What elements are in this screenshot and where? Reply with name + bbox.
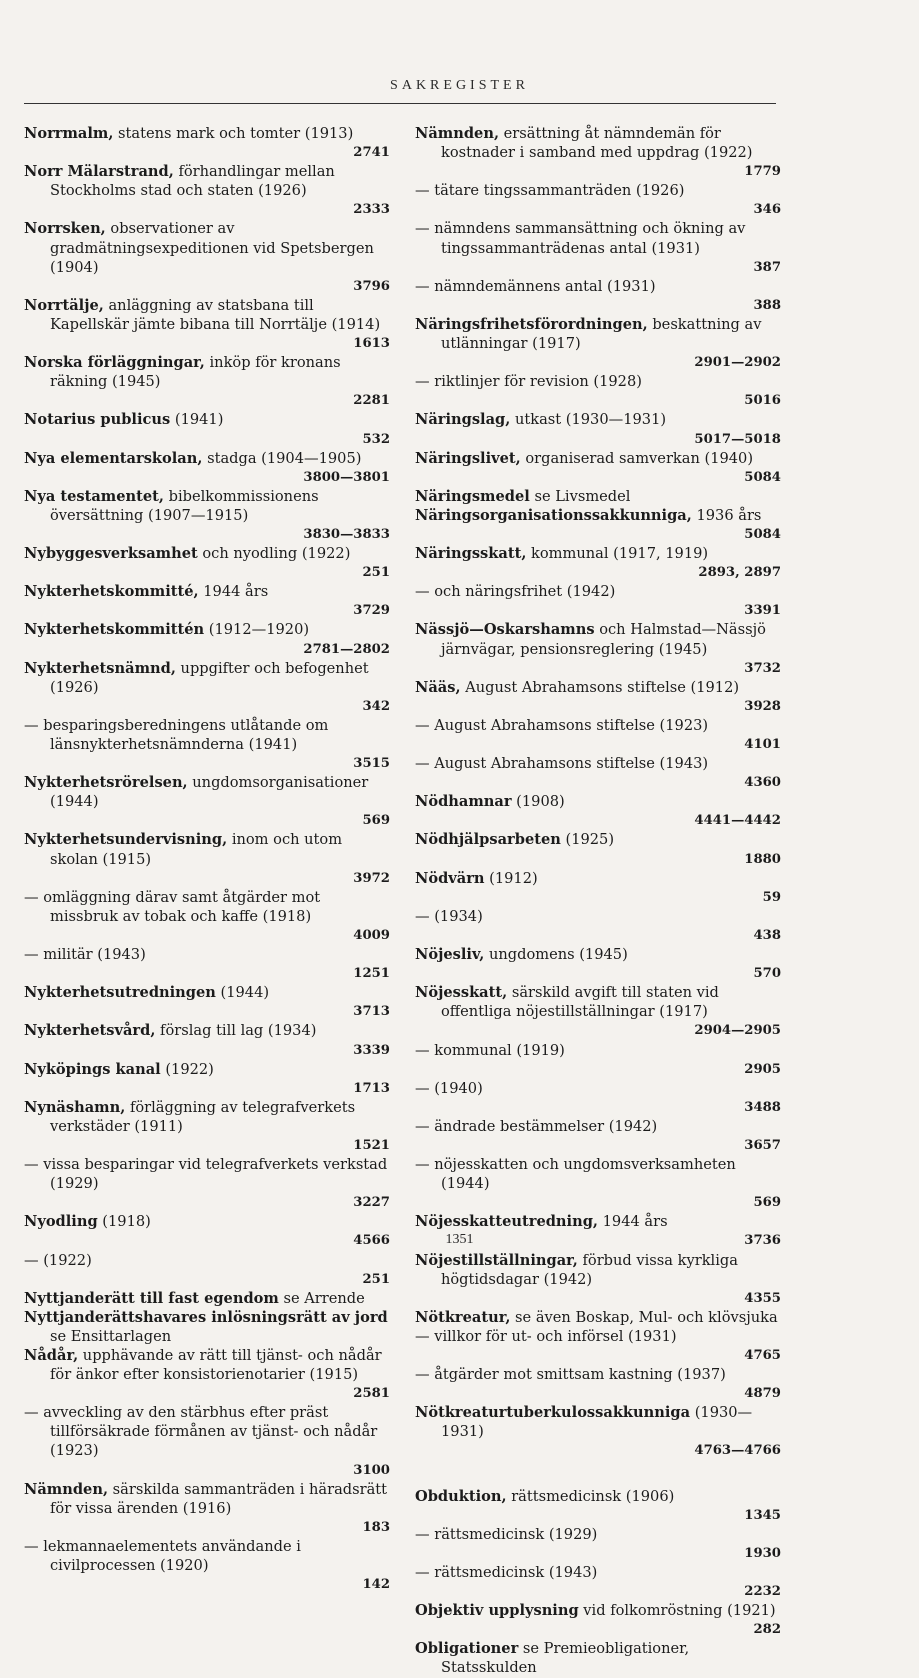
entry-term: Norr Mälarstrand,: [24, 163, 174, 181]
entry-reference-number: 4765: [744, 1348, 781, 1363]
index-entry: [24, 1251, 390, 1289]
entry-text: upphävande av rätt till tjänst- och nådår för änkor efter konsistorienotarier (1915): [50, 1347, 382, 1384]
entry-text: vid folkomröstning (1921): [578, 1602, 776, 1620]
entry-reference-number: 3339: [353, 1042, 390, 1058]
index-entry: [415, 1487, 781, 1525]
entry-reference-number: 4566: [353, 1233, 390, 1249]
entry-term: Nämnden,: [24, 1480, 109, 1498]
entry-term: Nöjestillställningar,: [415, 1251, 578, 1269]
entry-term: Obligationer: [415, 1640, 519, 1658]
index-entry: [24, 487, 390, 544]
entry-text: (1922): [160, 1060, 214, 1078]
entry-term: Obduktion,: [415, 1487, 507, 1505]
entry-reference-number: 2904—2905: [694, 1023, 781, 1039]
entry-text: — villkor för ut- och införsel (1931): [415, 1327, 677, 1345]
entry-text: se Arrende: [278, 1289, 365, 1307]
entry-reference-number: 2893, 2897: [698, 565, 781, 581]
index-entry: [24, 620, 390, 658]
entry-term: Nådår,: [24, 1347, 79, 1364]
entry-text: — avveckling av den stärbhus efter präst tillförsäkrade förmånen av tjänst- och nådår (1923): [24, 1404, 378, 1460]
entry-reference-number: 183: [362, 1519, 390, 1535]
index-entry: [24, 582, 390, 620]
entry-reference-number: 2581: [353, 1386, 390, 1402]
entry-term: Notarius publicus: [24, 411, 171, 429]
entry-text: särskild avgift till staten vid offentliga nöjestillställningar (1917): [441, 984, 719, 1021]
entry-reference-number: 3800—3801: [303, 469, 390, 485]
entry-term: Norska förläggningar,: [24, 354, 205, 372]
entry-text: inom och utom skolan (1915): [50, 831, 343, 868]
entry-text: — lekmannaelementets användande i civilprocessen (1920): [24, 1537, 301, 1575]
running-header: SAKREGISTER: [390, 78, 529, 93]
entry-reference-number: 1613: [353, 336, 390, 352]
entry-term: Objektiv upplysning: [415, 1602, 579, 1620]
entry-text: — militär (1943): [24, 946, 146, 964]
index-entry: [415, 277, 781, 315]
entry-reference-number: 5016: [744, 393, 781, 409]
index-entry: [415, 1639, 781, 1677]
entry-reference-number: 3713: [353, 1004, 390, 1020]
entry-term: Nyodling: [24, 1213, 98, 1231]
entry-text: — besparingsberedningens utlåtande om länsnykterhetsnämnderna (1941): [24, 716, 329, 753]
entry-text: ersättning åt nämndemän för kostnader i samband med uppdrag (1922): [441, 125, 753, 162]
entry-term: Nässjö—Oskarshamns: [415, 621, 595, 639]
index-entry: [24, 773, 390, 830]
index-entry: [24, 1155, 390, 1212]
entry-text: ungdomens (1945): [484, 946, 628, 964]
entry-term: Norrsken,: [24, 220, 106, 238]
entry-text: — ändrade bestämmelser (1942): [415, 1117, 658, 1135]
entry-text: — tätare tingssammanträden (1926): [415, 182, 685, 200]
entry-text: (1912): [484, 869, 538, 887]
entry-reference-number: 2281: [353, 393, 390, 409]
entry-term: Nya testamentet,: [24, 487, 164, 505]
entry-text: förbud vissa kyrkliga högtidsdagar (1942): [441, 1251, 738, 1288]
entry-reference-number: 3515: [353, 756, 390, 772]
index-entry: [415, 678, 781, 716]
entry-term: Näringslag,: [415, 411, 511, 429]
entry-reference-number: 3391: [744, 603, 781, 619]
entry-text: uppgifter och befogenhet (1926): [50, 659, 369, 696]
entry-reference-number: 4355: [744, 1290, 781, 1306]
entry-term: Nödhamnar: [415, 793, 512, 811]
entry-text: — (1934): [415, 907, 483, 925]
index-entry: [415, 1601, 781, 1639]
index-entry: [415, 907, 781, 945]
index-entry: [24, 1308, 390, 1346]
entry-text: se Livsmedel: [529, 487, 631, 505]
index-entry: [415, 372, 781, 410]
index-entry: [415, 1155, 781, 1212]
entry-text: (1930—1931): [441, 1404, 753, 1441]
index-entry: [415, 1563, 781, 1601]
index-entry: [415, 506, 781, 544]
entry-reference-number: 142: [362, 1577, 390, 1593]
index-entry: [24, 659, 390, 716]
entry-text: — (1940): [415, 1079, 483, 1097]
index-entry: [24, 1289, 390, 1308]
entry-term: Nyttjanderättshavares inlösningsrätt av jord: [24, 1308, 388, 1326]
entry-reference-number: 532: [362, 431, 390, 447]
entry-text: anläggning av statsbana till Kapellskär jämte bibana till Norrtälje (1914): [50, 296, 381, 333]
entry-text: — nämndemännens antal (1931): [415, 277, 656, 295]
index-entry: [415, 487, 781, 506]
entry-text: — August Abrahamsons stiftelse (1943): [415, 755, 709, 773]
index-entry: [415, 1117, 781, 1155]
entry-reference-number: 2741: [353, 145, 390, 161]
entry-text: — (1922): [24, 1251, 92, 1269]
entry-text: ungdomsorganisationer (1944): [50, 774, 369, 811]
index-entry: [415, 983, 781, 1040]
index-entry: [24, 219, 390, 295]
entry-text: bibelkommissionens översättning (1907—1915): [50, 487, 319, 524]
entry-reference-number: 388: [753, 297, 781, 313]
entry-text: statens mark och tomter (1913): [113, 125, 354, 142]
entry-reference-number: 3736: [744, 1233, 781, 1249]
entry-reference-number: 1779: [744, 164, 781, 180]
entry-text: — åtgärder mot smittsam kastning (1937): [415, 1366, 726, 1384]
entry-text: stadga (1904—1905): [202, 449, 362, 467]
entry-text: utkast (1930—1931): [510, 411, 667, 429]
index-entry: [24, 1403, 390, 1479]
entry-term: Nya elementarskolan,: [24, 449, 203, 467]
index-entry: [415, 945, 781, 983]
entry-text: — omläggning därav samt åtgärder mot missbruk av tobak och kaffe (1918): [24, 888, 321, 925]
entry-reference-number: 1345: [744, 1507, 781, 1523]
entry-reference-number: 4360: [744, 775, 781, 791]
index-entry: [24, 1021, 390, 1059]
index-entry: [415, 1079, 781, 1117]
entry-text: 1944 års: [198, 583, 269, 601]
index-entry: [415, 716, 781, 754]
entry-term: Nykterhetsrörelsen,: [24, 774, 188, 792]
entry-text: — och näringsfrihet (1942): [415, 583, 616, 601]
entry-text: (1912—1920): [204, 621, 310, 639]
index-entry: [415, 544, 781, 582]
index-entry: [24, 544, 390, 582]
index-entry: [24, 945, 390, 983]
entry-term: Norrmalm,: [24, 125, 114, 142]
entry-term: Nykterhetsutredningen: [24, 984, 216, 1002]
entry-reference-number: 438: [753, 927, 781, 943]
entry-term: Nötkreatur,: [415, 1308, 511, 1326]
entry-reference-number: 5017—5018: [694, 431, 781, 447]
entry-text: — rättsmedicinsk (1929): [415, 1525, 598, 1543]
entry-term: Nybyggesverksamhet: [24, 545, 198, 563]
entry-term: Nääs,: [415, 678, 461, 696]
entry-text: (1941): [170, 411, 224, 429]
index-entry: [415, 582, 781, 620]
entry-text: — vissa besparingar vid telegrafverkets verkstad (1929): [24, 1156, 388, 1193]
entry-reference-number: 342: [362, 698, 390, 714]
entry-reference-number: 569: [753, 1195, 781, 1211]
entry-reference-number: 3928: [744, 698, 781, 714]
entry-reference-number: 251: [362, 1271, 390, 1287]
index-entry: [24, 830, 390, 887]
index-entry: [415, 1403, 781, 1460]
entry-text: — kommunal (1919): [415, 1041, 565, 1059]
entry-term: Nötkreaturtuberkulossakkunniga: [415, 1404, 691, 1422]
index-entry: [24, 1480, 390, 1537]
entry-text: — nöjesskatten och ungdomsverksamheten (1944): [415, 1156, 736, 1193]
index-entry: [24, 353, 390, 410]
entry-reference-number: 569: [362, 813, 390, 829]
entry-reference-number: 4101: [744, 737, 781, 752]
entry-reference-number: 5084: [744, 526, 781, 542]
entry-text: se Premieobligationer, Statsskulden: [441, 1640, 690, 1677]
index-entry: [415, 1308, 781, 1327]
entry-term: Nynäshamn,: [24, 1098, 126, 1116]
index-entry: [415, 1365, 781, 1403]
entry-reference-number: 2232: [744, 1584, 781, 1600]
index-entry: [415, 124, 781, 181]
entry-reference-number: 1251: [353, 966, 390, 982]
entry-reference-number: 59: [762, 889, 781, 905]
index-entry: [24, 296, 390, 353]
page-number: 1351: [445, 1232, 474, 1247]
entry-reference-number: 1880: [744, 851, 781, 867]
header-rule: [24, 103, 776, 104]
index-entry: [415, 181, 781, 219]
entry-text: och Halmstad—Nässjö järnvägar, pensionsreglering (1945): [441, 621, 766, 658]
entry-text: se även Boskap, Mul- och klövsjuka: [510, 1308, 778, 1326]
entry-text: kommunal (1917, 1919): [526, 545, 709, 563]
entry-reference-number: 2905: [744, 1061, 781, 1077]
entry-term: Nykterhetskommitté,: [24, 583, 199, 601]
index-entry: [24, 1060, 390, 1098]
index-entry: [415, 315, 781, 372]
entry-reference-number: 251: [362, 565, 390, 581]
entry-reference-number: 346: [753, 202, 781, 218]
index-entry: [24, 124, 390, 162]
index-entry: [415, 410, 781, 448]
entry-reference-number: 5084: [744, 469, 781, 485]
entry-text: särskilda sammanträden i häradsrätt för vissa ärenden (1916): [50, 1480, 388, 1517]
entry-term: Nyttjanderätt till fast egendom: [24, 1289, 279, 1307]
entry-term: Nödvärn: [415, 869, 485, 887]
right-column: [415, 124, 781, 1678]
entry-reference-number: 3972: [353, 870, 390, 886]
entry-term: Nöjesskatteutredning,: [415, 1213, 598, 1231]
index-entry: [24, 410, 390, 448]
index-entry: [24, 1098, 390, 1155]
entry-reference-number: 1930: [744, 1545, 781, 1561]
entry-term: Nöjesliv,: [415, 946, 485, 964]
entry-reference-number: 3100: [353, 1462, 390, 1478]
index-entry: [415, 792, 781, 830]
index-entry: [24, 1537, 390, 1594]
index-entry: [415, 219, 781, 276]
entry-reference-number: 1713: [353, 1080, 390, 1096]
entry-text: (1908): [511, 793, 565, 811]
entry-term: Näringsorganisationssakkunniga,: [415, 506, 692, 524]
index-entry: [415, 754, 781, 792]
entry-text: — riktlinjer för revision (1928): [415, 373, 642, 391]
index-entry: [24, 1346, 390, 1403]
entry-reference-number: 4879: [744, 1386, 781, 1402]
entry-term: Nöjesskatt,: [415, 984, 508, 1002]
entry-reference-number: 387: [753, 259, 781, 275]
entry-text: och nyodling (1922): [197, 545, 351, 563]
entry-reference-number: 3657: [744, 1137, 781, 1153]
index-entry: [415, 449, 781, 487]
entry-text: — rättsmedicinsk (1943): [415, 1563, 598, 1581]
entry-term: Nykterhetsundervisning,: [24, 831, 228, 849]
entry-reference-number: 282: [753, 1622, 781, 1638]
entry-text: organiserad samverkan (1940): [520, 449, 754, 467]
entry-reference-number: 3227: [353, 1195, 390, 1211]
index-entry: [415, 1327, 781, 1365]
entry-text: beskattning av utlänningar (1917): [441, 315, 762, 353]
index-entry: [24, 983, 390, 1021]
entry-text: förhandlingar mellan Stockholms stad och staten (1926): [50, 163, 335, 200]
entry-term: Nämnden,: [415, 125, 500, 142]
entry-text: — August Abrahamsons stiftelse (1923): [415, 716, 709, 734]
index-entry: [24, 162, 390, 219]
entry-text: 1936 års: [691, 506, 762, 524]
entry-reference-number: 2781—2802: [303, 641, 390, 657]
entry-term: Näringsmedel: [415, 487, 530, 505]
index-entry: [24, 449, 390, 487]
entry-term: Näringslivet,: [415, 449, 521, 467]
entry-text: förslag till lag (1934): [155, 1022, 317, 1040]
index-entry: [415, 869, 781, 907]
entry-text: — nämndens sammansättning och ökning av tingssammanträdenas antal (1931): [415, 220, 746, 257]
index-entry: [415, 620, 781, 677]
entry-term: Nyköpings kanal: [24, 1060, 161, 1078]
entry-reference-number: 4763—4766: [694, 1443, 781, 1459]
entry-term: Näringsfrihetsförordningen,: [415, 315, 648, 333]
entry-text: observationer av gradmätningsexpeditionen vid Spetsbergen (1904): [50, 220, 374, 276]
index-entry: [415, 830, 781, 868]
entry-reference-number: 2901—2902: [694, 355, 781, 371]
entry-reference-number: 4441—4442: [694, 813, 781, 829]
entry-reference-number: 2333: [353, 202, 390, 218]
entry-text: se Ensittarlagen: [50, 1327, 172, 1345]
entry-term: Norrtälje,: [24, 296, 104, 314]
entry-reference-number: 3732: [744, 660, 781, 676]
index-entry: [415, 1525, 781, 1563]
entry-reference-number: 3796: [353, 278, 390, 294]
entry-text: (1944): [215, 984, 270, 1002]
entry-text: (1925): [560, 831, 615, 849]
entry-term: Nykterhetskommittén: [24, 621, 205, 639]
entry-term: Näringsskatt,: [415, 545, 527, 563]
entry-text: rättsmedicinsk (1906): [506, 1487, 675, 1505]
entry-reference-number: 4009: [353, 927, 390, 943]
entry-term: Nykterhetsnämnd,: [24, 659, 176, 677]
index-entry: [24, 716, 390, 773]
entry-text: förläggning av telegrafverkets verkstäder (1911): [50, 1098, 356, 1135]
index-entry: [24, 888, 390, 945]
entry-text: August Abrahamsons stiftelse (1912): [460, 678, 740, 696]
entry-reference-number: 570: [753, 966, 781, 982]
entry-text: (1918): [97, 1213, 151, 1231]
entry-reference-number: 3729: [353, 603, 390, 619]
entry-text: 1944 års: [598, 1213, 668, 1231]
index-entry: [415, 1041, 781, 1079]
left-column: [24, 124, 390, 1594]
entry-term: Nödhjälpsarbeten: [415, 831, 561, 849]
entry-text: inköp för kronans räkning (1945): [50, 354, 341, 391]
entry-reference-number: 1521: [353, 1137, 390, 1153]
entry-reference-number: 3488: [744, 1099, 781, 1115]
entry-reference-number: 3830—3833: [303, 526, 390, 542]
entry-term: Nykterhetsvård,: [24, 1022, 156, 1040]
index-entry: [415, 1251, 781, 1308]
